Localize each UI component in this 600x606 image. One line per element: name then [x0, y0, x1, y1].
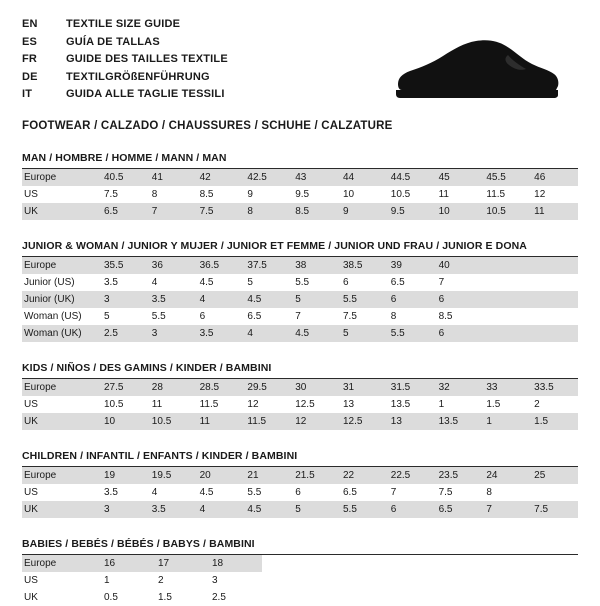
size-cell: 5.5 — [387, 325, 435, 342]
size-cell: 46 — [530, 169, 578, 186]
size-cell: 7.5 — [196, 203, 244, 220]
size-cell: 12 — [247, 399, 259, 410]
size-cell: 25 — [530, 467, 578, 484]
size-cell: 7 — [148, 203, 196, 220]
language-code: EN — [22, 18, 38, 30]
size-cell: 37.5 — [243, 257, 291, 274]
size-cell: 3.5 — [148, 501, 196, 518]
size-cell: 10.5 — [148, 413, 196, 430]
size-table — [22, 467, 578, 518]
language-title: GUIDA ALLE TAGLIE TESSILI — [66, 88, 225, 100]
size-cell: 9.5 — [295, 189, 310, 200]
language-title-list-body — [22, 16, 228, 104]
size-cell — [530, 257, 578, 274]
size-cell: 28.5 — [196, 379, 244, 396]
size-cell: 5.5 — [151, 311, 166, 322]
size-cell: 3 — [100, 291, 148, 308]
size-cell: 12.5 — [339, 413, 387, 430]
size-cell: 43 — [291, 169, 339, 186]
size-cell: 7.5 — [342, 311, 357, 322]
row-label: US — [24, 487, 38, 498]
row-label: Europe — [22, 379, 100, 396]
row-label: UK — [22, 203, 100, 220]
table-row — [22, 274, 578, 291]
size-cell: 10.5 — [104, 399, 124, 410]
size-cell: 6 — [387, 501, 435, 518]
language-code: IT — [22, 88, 33, 100]
size-cell: 40.5 — [100, 169, 148, 186]
size-cell: 1.5 — [530, 413, 578, 430]
size-cell: 41 — [148, 169, 196, 186]
size-cell: 6.5 — [390, 277, 405, 288]
size-cell: 11.5 — [199, 399, 219, 410]
size-cell: 3.5 — [104, 277, 118, 288]
document-header — [22, 16, 578, 108]
size-cell: 7 — [390, 487, 397, 498]
language-row — [22, 51, 228, 69]
size-block-junior-woman — [22, 240, 578, 342]
size-block-man — [22, 152, 578, 220]
size-cell: 10.5 — [482, 203, 530, 220]
size-cell: 13.5 — [390, 399, 411, 410]
size-cell: 6 — [295, 487, 301, 498]
size-cell: 11.5 — [243, 413, 291, 430]
language-row — [22, 69, 228, 87]
table-row — [22, 484, 578, 501]
table-row — [22, 325, 578, 342]
size-cell: 11 — [196, 413, 244, 430]
size-cell: 21.5 — [291, 467, 339, 484]
table-row — [22, 203, 578, 220]
size-cell: 11 — [530, 203, 578, 220]
size-cell: 12 — [291, 413, 339, 430]
size-cell: 45 — [435, 169, 483, 186]
size-table — [22, 169, 578, 220]
table-row — [22, 589, 262, 606]
size-cell: 10 — [435, 203, 483, 220]
size-cell: 23.5 — [435, 467, 483, 484]
size-cell: 4 — [196, 291, 244, 308]
size-cell: 18 — [208, 555, 262, 572]
size-cell: 10.5 — [390, 189, 411, 200]
size-cell: 5.5 — [339, 501, 387, 518]
size-cell: 19 — [100, 467, 148, 484]
language-row — [22, 16, 228, 34]
size-cell: 4.5 — [243, 501, 291, 518]
size-cell: 2 — [158, 575, 164, 586]
language-title: TEXTILE SIZE GUIDE — [66, 18, 181, 30]
size-cell: 1 — [438, 399, 445, 410]
size-cell: 2.5 — [100, 325, 148, 342]
size-cell: 28 — [148, 379, 196, 396]
size-cell: 20 — [196, 467, 244, 484]
size-cell: 5.5 — [247, 487, 262, 498]
size-cell: 5.5 — [295, 277, 310, 288]
table-row — [22, 572, 262, 589]
size-cell: 17 — [154, 555, 208, 572]
row-label: US — [24, 575, 38, 586]
table-row — [22, 396, 578, 413]
table-row — [22, 308, 578, 325]
size-cell: 29.5 — [243, 379, 291, 396]
size-table — [22, 257, 578, 342]
size-cell: 4.5 — [199, 487, 214, 498]
size-cell: 22.5 — [387, 467, 435, 484]
size-cell: 6.5 — [100, 203, 148, 220]
size-cell — [482, 308, 530, 325]
size-cell: 2.5 — [212, 592, 226, 603]
size-cell: 4.5 — [199, 277, 214, 288]
table-row — [22, 555, 262, 572]
size-cell: 12 — [534, 189, 546, 200]
size-cell: 11 — [151, 399, 163, 410]
size-cell: 7 — [438, 277, 445, 288]
language-code: DE — [22, 70, 38, 83]
size-cell: 33 — [482, 379, 530, 396]
size-cell: 8 — [486, 487, 492, 498]
size-cell: 24 — [482, 467, 530, 484]
size-cell — [530, 274, 578, 291]
table-row — [22, 501, 578, 518]
size-cell — [530, 308, 578, 325]
size-cell: 22 — [339, 467, 387, 484]
table-row — [22, 413, 578, 430]
row-label: Europe — [22, 169, 100, 186]
size-cell: 6 — [435, 291, 483, 308]
size-cell: 6 — [435, 325, 483, 342]
size-cell: 7.5 — [438, 487, 453, 498]
language-title: GUIDE DES TAILLES TEXTILE — [66, 53, 228, 65]
size-block-babies — [22, 538, 578, 606]
size-table-body — [22, 379, 578, 430]
size-cell: 38 — [291, 257, 339, 274]
size-cell — [530, 291, 578, 308]
size-cell: 8.5 — [199, 189, 214, 200]
size-block-kids — [22, 362, 578, 430]
table-row — [22, 186, 578, 203]
size-cell: 13 — [342, 399, 355, 410]
size-cell: 11.5 — [486, 189, 506, 200]
size-cell: 3.5 — [196, 325, 244, 342]
size-cell: 31.5 — [387, 379, 435, 396]
size-cell: 10 — [100, 413, 148, 430]
size-cell: 5 — [339, 325, 387, 342]
language-code: FR — [22, 53, 38, 65]
size-cell: 7 — [295, 311, 301, 322]
size-cell: 1.5 — [486, 399, 501, 410]
size-cell: 8 — [151, 189, 158, 200]
size-cell: 8.5 — [291, 203, 339, 220]
size-table-body — [22, 169, 578, 220]
table-row — [22, 257, 578, 274]
size-cell: 8 — [390, 311, 397, 322]
dress-shoe-icon — [388, 38, 560, 102]
language-code: ES — [22, 35, 38, 48]
size-cell: 40 — [435, 257, 483, 274]
size-cell: 27.5 — [100, 379, 148, 396]
size-cell — [482, 257, 530, 274]
size-cell: 3 — [148, 325, 196, 342]
size-cell: 5 — [291, 291, 339, 308]
size-cell: 11 — [438, 189, 449, 200]
size-cell: 7 — [482, 501, 530, 518]
size-cell: 36.5 — [196, 257, 244, 274]
row-label: UK — [24, 592, 38, 603]
size-cell: 3 — [212, 575, 218, 586]
size-cell — [482, 325, 530, 342]
size-cell: 1 — [104, 575, 110, 586]
size-cell: 6 — [342, 277, 349, 288]
size-cell: 10 — [342, 189, 355, 200]
size-cell: 7.5 — [104, 189, 118, 200]
size-cell: 12.5 — [295, 399, 315, 410]
size-cell: 36 — [148, 257, 196, 274]
size-cell: 6.5 — [247, 311, 262, 322]
size-cell: 33.5 — [530, 379, 578, 396]
size-cell: 3 — [100, 501, 148, 518]
size-cell: 5 — [291, 501, 339, 518]
size-cell: 8.5 — [438, 311, 453, 322]
size-table-body — [22, 467, 578, 518]
row-label: Europe — [22, 257, 100, 274]
size-cell: 1.5 — [158, 592, 172, 603]
table-row — [22, 379, 578, 396]
size-cell: 6 — [387, 291, 435, 308]
size-cell: 1 — [482, 413, 530, 430]
row-label: Europe — [22, 467, 100, 484]
size-cell: 9 — [339, 203, 387, 220]
size-cell: 21 — [243, 467, 291, 484]
size-cell: 13.5 — [435, 413, 483, 430]
size-cell: 6.5 — [342, 487, 357, 498]
size-table-body — [22, 555, 262, 606]
size-cell: 8 — [243, 203, 291, 220]
size-cell: 19.5 — [148, 467, 196, 484]
language-title-list — [22, 16, 228, 104]
size-cell: 3.5 — [148, 291, 196, 308]
size-table-body — [22, 257, 578, 342]
row-label: US — [24, 189, 38, 200]
size-cell — [482, 274, 530, 291]
row-label: Junior (UK) — [22, 291, 100, 308]
size-cell: 44.5 — [387, 169, 435, 186]
block-title: MAN / HOMBRE / HOMME / MANN / MAN — [22, 152, 578, 169]
language-title: GUÍA DE TALLAS — [66, 35, 160, 48]
size-cell: 39 — [387, 257, 435, 274]
table-row — [22, 467, 578, 484]
block-title: JUNIOR & WOMAN / JUNIOR Y MUJER / JUNIOR ET FEMME / JUNIOR UND FRAU / JUNIOR E DONA — [22, 240, 578, 257]
size-cell: 42.5 — [243, 169, 291, 186]
size-cell: 13 — [387, 413, 435, 430]
size-cell: 32 — [435, 379, 483, 396]
row-label: Woman (US) — [24, 311, 82, 322]
size-cell: 45.5 — [482, 169, 530, 186]
size-cell: 7.5 — [530, 501, 578, 518]
size-cell — [530, 325, 578, 342]
size-cell: 31 — [339, 379, 387, 396]
size-cell: 4 — [243, 325, 291, 342]
block-title: BABIES / BEBÉS / BÉBÉS / BABYS / BAMBINI — [22, 538, 578, 555]
page-title: FOOTWEAR / CALZADO / CHAUSSURES / SCHUHE / CALZATURE — [22, 120, 393, 132]
size-cell: 5 — [247, 277, 253, 288]
language-title: TEXTILGRÖßENFÜHRUNG — [66, 70, 210, 83]
size-cell: 4 — [196, 501, 244, 518]
block-title: KIDS / NIÑOS / DES GAMINS / KINDER / BAMBINI — [22, 362, 578, 379]
size-cell: 0.5 — [104, 592, 118, 603]
row-label: US — [24, 399, 38, 410]
size-cell — [530, 484, 578, 501]
size-cell: 4.5 — [291, 325, 339, 342]
size-cell: 5.5 — [339, 291, 387, 308]
row-label: Europe — [22, 555, 100, 572]
size-cell: 30 — [291, 379, 339, 396]
size-cell: 9.5 — [387, 203, 435, 220]
table-row — [22, 291, 578, 308]
size-table — [22, 555, 262, 606]
size-table — [22, 379, 578, 430]
size-cell: 3.5 — [104, 487, 118, 498]
size-cell: 2 — [534, 399, 540, 410]
size-cell — [482, 291, 530, 308]
size-cell: 9 — [247, 189, 253, 200]
size-cell: 4 — [151, 277, 158, 288]
size-cell: 4 — [151, 487, 158, 498]
size-cell: 6.5 — [435, 501, 483, 518]
row-label: Junior (US) — [24, 277, 75, 288]
language-row — [22, 86, 228, 104]
size-cell: 6 — [199, 311, 206, 322]
row-label: UK — [22, 501, 100, 518]
size-cell: 42 — [196, 169, 244, 186]
table-row — [22, 169, 578, 186]
row-label: Woman (UK) — [22, 325, 100, 342]
language-row — [22, 34, 228, 52]
block-title: CHILDREN / INFANTIL / ENFANTS / KINDER / BAMBINI — [22, 450, 578, 467]
row-label: UK — [22, 413, 100, 430]
size-cell: 4.5 — [243, 291, 291, 308]
size-block-children — [22, 450, 578, 518]
size-cell: 44 — [339, 169, 387, 186]
size-cell: 5 — [104, 311, 110, 322]
size-cell: 16 — [100, 555, 154, 572]
size-cell: 38.5 — [339, 257, 387, 274]
size-cell: 35.5 — [100, 257, 148, 274]
